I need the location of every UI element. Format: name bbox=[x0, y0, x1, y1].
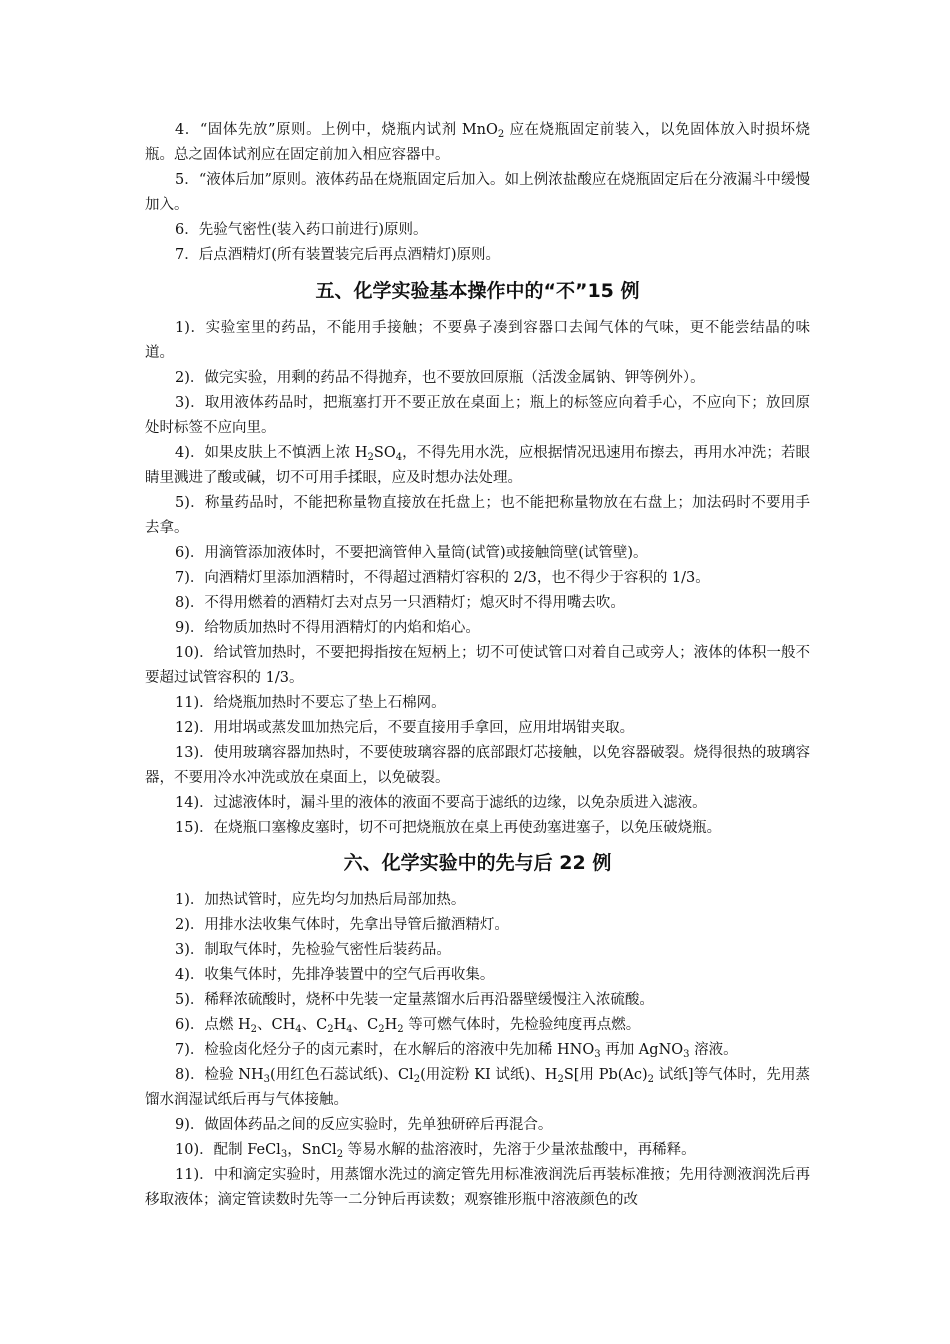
section-5-item-7: 7)．向酒精灯里添加酒精时，不得超过酒精灯容积的 2/3，也不得少于容积的 1/3。 bbox=[175, 570, 710, 586]
section-5-item-12: 12)．用坩埚或蒸发皿加热完后，不要直接用手拿回，应用坩埚钳夹取。 bbox=[175, 720, 635, 736]
principle-4: 4．“固体先放”原则。上例中，烧瓶内试剂 MnO$_2$ 应在烧瓶固定前装入，以免固体放入时损坏烧瓶。总之固体试剂应在固定前加入相应容器中。 bbox=[145, 122, 811, 163]
section-6-title: 六、化学实验中的先与后 22 例 bbox=[343, 852, 612, 874]
section-5-item-5: 5)．称量药品时，不能把称量物直接放在托盘上；也不能把称量物放在右盘上；加法码时不要用手去拿。 bbox=[145, 495, 810, 536]
section-5-item-13: 13)．使用玻璃容器加热时，不要使玻璃容器的底部跟灯芯接触，以免容器破裂。烧得很热的玻璃容器，不要用冷水冲洗或放在桌面上，以免破裂。 bbox=[145, 745, 810, 786]
section-5-item-3: 3)．取用液体药品时，把瓶塞打开不要正放在桌面上；瓶上的标签应向着手心，不应向下；放回原处时标签不应向里。 bbox=[145, 395, 810, 436]
section-5-item-6: 6)．用滴管添加液体时，不要把滴管伸入量筒(试管)或接触筒壁(试管壁)。 bbox=[175, 545, 648, 561]
section-6-item-11: 11)．中和滴定实验时，用蒸馏水洗过的滴定管先用标准液润洗后再装标准掖；先用待测液润洗后再移取液体；滴定管读数时先等一二分钟后再读数；观察锥形瓶中溶液颜色的改 bbox=[145, 1167, 810, 1208]
section-6-item-7: 7)．检验卤化烃分子的卤元素时，在水解后的溶液中先加稀 $HNO_3$ 再加 AgNO$_3$ 溶液。 bbox=[175, 1042, 738, 1060]
section-5-item-8: 8)．不得用燃着的酒精灯去对点另一只酒精灯；熄灭时不得用嘴去吹。 bbox=[175, 595, 625, 611]
principle-5: 5．“液体后加”原则。液体药品在烧瓶固定后加入。如上例浓盐酸应在烧瓶固定后在分液漏斗中缓慢加入。 bbox=[145, 172, 810, 213]
section-6-item-5: 5)．稀释浓硫酸时，烧杯中先装一定量蒸馏水后再沿器壁缓慢注入浓硫酸。 bbox=[175, 992, 654, 1008]
section-6-item-8: 8)．检验 $NH_3$(用红色石蕊试纸)、$Cl_2$(用淀粉 KI 试纸)、$H_2S$[用 $Pb(Ac)_2$ 试纸]等气体时，先用蒸馏水润湿试纸后再与气体接触。 bbox=[145, 1067, 811, 1108]
section-5-item-14: 14)．过滤液体时，漏斗里的液体的液面不要高于滤纸的边缘，以免杂质进入滤液。 bbox=[175, 795, 707, 811]
principle-6: 6．先验气密性(装入药口前进行)原则。 bbox=[175, 222, 428, 238]
section-5-item-15: 15)．在烧瓶口塞橡皮塞时，切不可把烧瓶放在桌上再使劲塞进塞子，以免压破烧瓶。 bbox=[175, 820, 722, 836]
section-6-item-1: 1)．加热试管时，应先均匀加热后局部加热。 bbox=[175, 892, 466, 908]
section-5-item-11: 11)．给烧瓶加热时不要忘了垫上石棉网。 bbox=[175, 695, 446, 711]
section-5-item-4: 4)．如果皮肤上不慎洒上浓 $H_2SO_4$，不得先用水洗，应根据情况迅速用布擦去，再用水冲洗；若眼睛里溅进了酸或碱，切不可用手揉眼，应及时想办法处理。 bbox=[145, 445, 811, 486]
section-6-item-2: 2)．用排水法收集气体时，先拿出导管后撤酒精灯。 bbox=[175, 917, 509, 933]
section-5-title: 五、化学实验基本操作中的“不”15 例 bbox=[315, 280, 640, 302]
section-6-item-4: 4)．收集气体时，先排净装置中的空气后再收集。 bbox=[175, 967, 495, 983]
section-5-item-2: 2)．做完实验，用剩的药品不得抛弃，也不要放回原瓶（活泼金属钠、钾等例外）。 bbox=[175, 370, 705, 386]
section-6-item-3: 3)．制取气体时，先检验气密性后装药品。 bbox=[175, 942, 451, 958]
section-6-item-10: 10)．配制 FeCl$_3$，SnCl$_2$ 等易水解的盐溶液时，先溶于少量浓盐酸中，再稀释。 bbox=[175, 1142, 696, 1160]
section-5-item-10: 10)．给试管加热时，不要把拇指按在短柄上；切不可使试管口对着自己或旁人；液体的体积一般不要超过试管容积的 1/3。 bbox=[145, 645, 810, 686]
section-6-item-6: 6)．点燃 $H_2$、$CH_4$、$C_2H_4$、$C_2H_2$ 等可燃气体时，先检验纯度再点燃。 bbox=[175, 1017, 641, 1035]
section-5-item-1: 1)．实验室里的药品，不能用手接触；不要鼻子凑到容器口去闻气体的气味，更不能尝结晶的味道。 bbox=[145, 320, 810, 361]
section-6-item-9: 9)．做固体药品之间的反应实验时，先单独研碎后再混合。 bbox=[175, 1117, 553, 1133]
section-5-item-9: 9)．给物质加热时不得用酒精灯的内焰和焰心。 bbox=[175, 620, 480, 636]
principle-7: 7．后点酒精灯(所有装置装完后再点酒精灯)原则。 bbox=[175, 247, 501, 263]
